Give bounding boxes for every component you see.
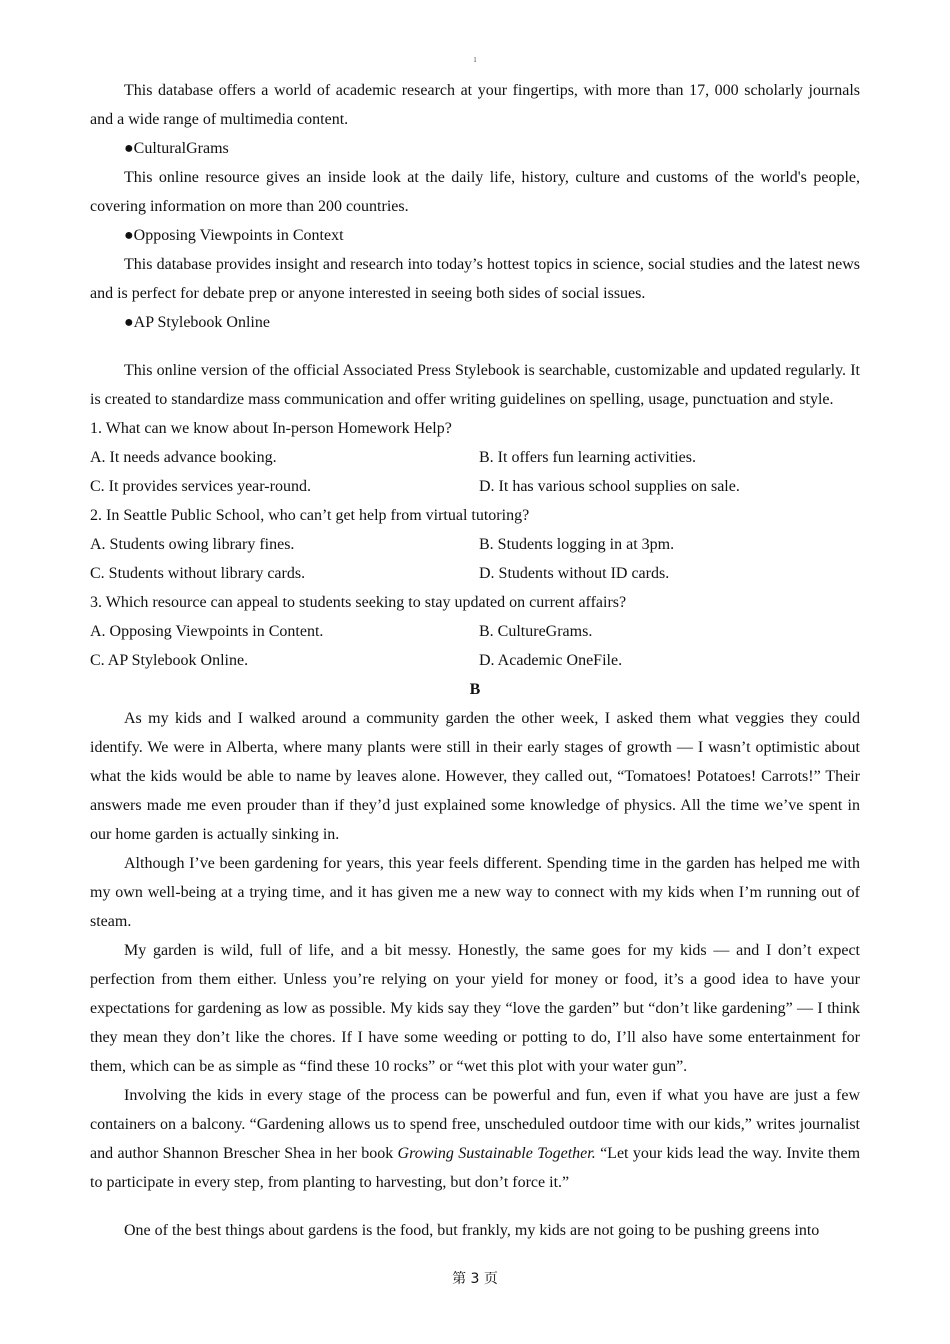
option-c: C. It provides services year-round.: [90, 478, 311, 495]
option-row: [90, 472, 860, 501]
page-marker: 1: [473, 56, 477, 64]
question-stem: 1. What can we know about In-person Homework Help?: [90, 420, 452, 437]
question-stem: 3. Which resource can appeal to students seeking to stay updated on current affairs?: [90, 594, 627, 611]
document-body: [90, 76, 860, 1245]
bullet-ap-stylebook: ●AP Stylebook Online: [124, 314, 270, 331]
passage-b-paragraph-3: My garden is wild, full of life, and a bit messy. Honestly, the same goes for my kids — and I don’t expect perfection from them either. Unless you’re relying on your yield for money or food, it’s a good idea to have your expectations for gardening as low as possible. My kids say they “love the garden” but “don’t like gardening” — I think they mean they don’t like the chores. If I have some weeding or potting to do, I’ll also have some entertainment for them, which can be as simple as “find these 10 rocks” or “wet this plot with your water gun”.: [90, 942, 860, 1075]
option-c: C. Students without library cards.: [90, 565, 306, 582]
option-row: [90, 617, 860, 646]
option-row: [90, 559, 860, 588]
spacer: [90, 337, 860, 356]
passage-b-paragraph-2: Although I’ve been gardening for years, this year feels different. Spending time in the garden has helped me with my own well-being at a trying time, and it has given me a new way to connect with my kids when I’m running out of steam.: [90, 855, 860, 930]
option-d: D. It has various school supplies on sale.: [479, 478, 740, 495]
paragraph-4-text-end: “Let your kids lead the way. Invite them to participate in every step, from planting to harvesting, but don’t force it.”: [90, 1145, 861, 1191]
option-c: C. AP Stylebook Online.: [90, 652, 249, 669]
question-2: [90, 501, 860, 588]
question-stem: 2. In Seattle Public School, who can’t get help from virtual tutoring?: [90, 507, 530, 524]
option-b: B. Students logging in at 3pm.: [479, 536, 675, 553]
passage-b-paragraph-4: [90, 1081, 860, 1197]
passage-b-paragraph-1: As my kids and I walked around a community garden the other week, I asked them what veggies they could identify. We were in Alberta, where many plants were still in their early stages of growth — I wasn’t optimistic about what the kids would be able to name by leaves alone. However, they called out, “Tomatoes! Potatoes! Carrots!” Their answers made me even prouder than if they’d just explained some knowledge of physics. All the time we’ve spent in our home garden is actually sinking in.: [90, 710, 860, 843]
option-row: [90, 443, 860, 472]
question-3: [90, 588, 860, 675]
culturalgrams-description: This online resource gives an inside look at the daily life, history, culture and customs of the world's people, covering information on more than 200 countries.: [90, 169, 860, 215]
section-b-heading: B: [469, 681, 481, 698]
option-a: A. Students owing library fines.: [90, 536, 295, 553]
passage-b-paragraph-5: One of the best things about gardens is the food, but frankly, my kids are not going to be pushing greens into: [124, 1222, 820, 1239]
academic-onefile-description: This database offers a world of academic research at your fingertips, with more than 17, 000 scholarly journals and a wide range of multimedia content.: [90, 82, 860, 128]
option-row: [90, 646, 860, 675]
option-a: A. Opposing Viewpoints in Content.: [90, 623, 324, 640]
option-d: D. Students without ID cards.: [479, 565, 670, 582]
book-title: Growing Sustainable Together.: [397, 1145, 596, 1162]
option-b: B. It offers fun learning activities.: [479, 449, 696, 466]
bullet-culturalgrams: ●CulturalGrams: [124, 140, 229, 157]
bullet-opposing-viewpoints: ●Opposing Viewpoints in Context: [124, 227, 344, 244]
paragraph-4-text-start: Involving the kids in every stage of the process can be powerful and fun, even if what you have are just a few containers on a balcony. “Gardening allows us to spend free, unscheduled outdoor time with our kids,” writes journalist and author Shannon Brescher Shea in her book: [90, 1087, 860, 1162]
question-1: [90, 414, 860, 501]
ap-stylebook-description: This online version of the official Associated Press Stylebook is searchable, customizable and updated regularly. It is created to standardize mass communication and offer writing guidelines on spelling, usage, punctuation and style.: [90, 362, 860, 408]
option-row: [90, 530, 860, 559]
option-b: B. CultureGrams.: [479, 623, 593, 640]
option-d: D. Academic OneFile.: [479, 652, 623, 669]
spacer: [90, 1197, 860, 1216]
option-a: A. It needs advance booking.: [90, 449, 277, 466]
page-number-footer: 第 3 页: [452, 1271, 498, 1287]
opposing-viewpoints-description: This database provides insight and research into today’s hottest topics in science, social studies and the latest news and is perfect for debate prep or anyone interested in seeing both sides of social issues.: [90, 256, 860, 302]
